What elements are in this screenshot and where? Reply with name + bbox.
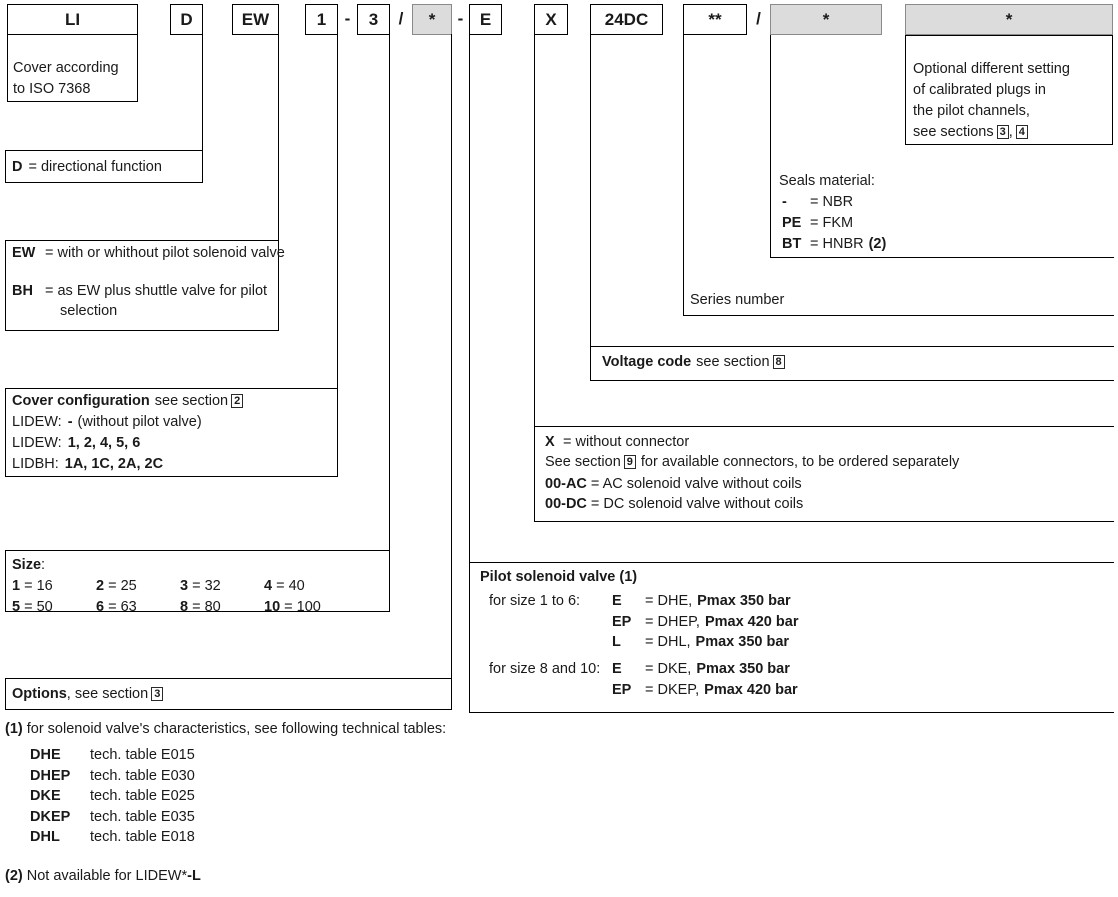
code-box-e: E [469, 4, 502, 35]
code-box-24dc: 24DC [590, 4, 663, 35]
pilot-row: L = DHL, Pmax 350 bar [612, 634, 790, 650]
size-item: 10 = 100 [264, 599, 321, 615]
voltage-box-top [590, 346, 1114, 347]
footnote-table-row: DHEP tech. table E030 [30, 767, 195, 784]
row-label: LIDBH: [12, 456, 59, 472]
footnote-2-code: (2) [5, 868, 23, 884]
optional-plugs-text [913, 59, 1070, 143]
voltage-rest: see section [696, 354, 770, 370]
section-ref-9: 9 [624, 455, 636, 469]
row-label: LIDEW: [12, 435, 62, 451]
code-separator-slash2: / [756, 9, 761, 28]
cover-config-subtitle: see section [154, 393, 229, 409]
size-title-word: Size [12, 557, 42, 573]
connector-box-bottom [534, 521, 1114, 522]
pilot-row: E = DHE, Pmax 350 bar [612, 593, 791, 609]
footnote-table-row: DKE tech. table E025 [30, 788, 195, 804]
size-item: 3 = 32 [180, 578, 221, 594]
x-desc: = without connector [563, 434, 690, 450]
size-grid [12, 576, 348, 618]
footnote-2-bold: -L [187, 868, 201, 884]
bh-row [12, 281, 288, 321]
cover-config-text [12, 391, 243, 475]
footnote-table [30, 745, 195, 848]
pilot-box-top [469, 562, 1114, 563]
pilot-group1-label: for size 1 to 6: [489, 593, 581, 609]
voltage-text [602, 352, 785, 372]
options-title: Options [12, 686, 67, 702]
options-text [12, 684, 163, 704]
pilot-group2-label: for size 8 and 10: [489, 661, 601, 677]
ac-code: 00-AC [545, 476, 587, 492]
size-item: 6 = 63 [96, 599, 137, 615]
section-ref-8: 8 [773, 355, 785, 369]
code-box-li: LI [7, 4, 138, 35]
bh-code: BH [12, 283, 33, 299]
footnote-1 [5, 719, 446, 739]
options-rest: , see section [66, 686, 149, 702]
x-see-post: for available connectors, to be ordered separately [640, 454, 960, 470]
connector-d [202, 34, 203, 150]
d-desc: = directional function [28, 159, 162, 175]
row-codes: - [67, 414, 73, 430]
ew-desc: = with or whithout pilot solenoid valve [45, 245, 285, 261]
size-title-colon: : [41, 557, 46, 573]
seals-row: PE = FKM [782, 215, 854, 231]
x-code: X [545, 434, 555, 450]
code-box-x: X [534, 4, 568, 35]
footnote-2 [5, 866, 201, 886]
cover-config-row [12, 433, 243, 454]
dc-code: 00-DC [545, 496, 587, 512]
bh-desc: = as EW plus shuttle valve for pilot selection [45, 283, 268, 319]
optional-line: of calibrated plugs in [913, 82, 1046, 98]
connector-24dc [590, 34, 591, 380]
pilot-row: E = DKE, Pmax 350 bar [612, 661, 790, 677]
voltage-box-bottom [590, 380, 1114, 381]
code-box-seals-star: * [770, 4, 882, 35]
code-box-options-star: * [412, 4, 452, 35]
code-separator-slash: / [398, 9, 404, 28]
directional-text [12, 157, 162, 177]
row-rest: (without pilot valve) [77, 414, 202, 430]
optional-line: the pilot channels, [913, 103, 1030, 119]
section-ref-4: 4 [1016, 125, 1028, 139]
row-codes: 1A, 1C, 2A, 2C [64, 456, 164, 472]
seals-title: Seals material: [779, 173, 875, 189]
row-codes: 1, 2, 4, 5, 6 [67, 435, 141, 451]
x-see-line [545, 452, 959, 472]
connector-3 [389, 34, 390, 550]
seals-row: - = NBR [782, 194, 854, 210]
ew-code: EW [12, 245, 36, 261]
voltage-title: Voltage code [602, 354, 692, 370]
connector-ew [278, 34, 279, 240]
size-title [12, 555, 45, 575]
connector-seals [770, 35, 771, 257]
footnote-1-text: for solenoid valve's characteristics, see following technical tables: [26, 721, 447, 737]
cover-config-title-line [12, 391, 243, 412]
code-box-3: 3 [357, 4, 390, 35]
optional-line: Optional different setting [913, 61, 1070, 77]
pilot-title: Pilot solenoid valve (1) [480, 569, 638, 585]
series-box-bottom [683, 315, 1114, 316]
footnote-2-text: Not available for LIDEW* [26, 868, 188, 884]
size-item: 8 = 80 [180, 599, 221, 615]
connector-box-top [534, 426, 1114, 427]
pilot-row: EP = DHEP, Pmax 420 bar [612, 614, 799, 630]
footnote-table-row: DKEP tech. table E035 [30, 808, 195, 825]
optional-line-sections: see sections 3 , 4 [913, 122, 1070, 143]
connector-x [534, 34, 535, 521]
size-item: 5 = 50 [12, 599, 53, 615]
footnote-1-code: (1) [5, 721, 23, 737]
size-row [12, 576, 348, 597]
code-box-ew: EW [232, 4, 279, 35]
x-see-pre: See section [545, 454, 621, 470]
cover-config-title: Cover configuration [12, 393, 150, 409]
connector-series [683, 35, 684, 315]
size-item: 4 = 40 [264, 578, 305, 594]
d-code: D [12, 159, 23, 175]
code-separator-dash: - [344, 9, 351, 28]
connector-e [469, 34, 470, 712]
cover-config-row [12, 412, 243, 433]
x-row-ac [545, 474, 802, 494]
code-box-1: 1 [305, 4, 338, 35]
footnote-table-row: DHE tech. table E015 [30, 747, 195, 763]
seals-box-bottom [770, 257, 1114, 258]
footnote-table-row: DHL tech. table E018 [30, 829, 195, 845]
code-box-series: ** [683, 4, 747, 35]
x-line [545, 432, 689, 452]
connector-1 [337, 34, 338, 388]
code-box-d: D [170, 4, 203, 35]
x-row-dc [545, 494, 803, 514]
series-number-label: Series number [690, 292, 785, 308]
ew-row [12, 243, 288, 263]
ac-desc: = AC solenoid valve without coils [590, 476, 802, 492]
size-row [12, 597, 348, 618]
row-label: LIDEW: [12, 414, 62, 430]
section-ref-3b: 3 [997, 125, 1009, 139]
code-separator-dash2: - [457, 9, 464, 28]
pilot-row: EP = DKEP, Pmax 420 bar [612, 682, 798, 698]
section-ref-2: 2 [231, 394, 243, 408]
size-item: 1 = 16 [12, 578, 53, 594]
cover-note-text: Cover according to ISO 7368 [13, 60, 119, 97]
section-ref-3: 3 [151, 687, 163, 701]
size-item: 2 = 25 [96, 578, 137, 594]
connector-star [451, 34, 452, 678]
cover-config-row [12, 454, 243, 475]
code-box-plugs-star: * [905, 4, 1113, 35]
seals-row: BT = HNBR (2) [782, 236, 887, 252]
dc-desc: = DC solenoid valve without coils [590, 496, 804, 512]
pilot-box-bottom [469, 712, 1114, 713]
